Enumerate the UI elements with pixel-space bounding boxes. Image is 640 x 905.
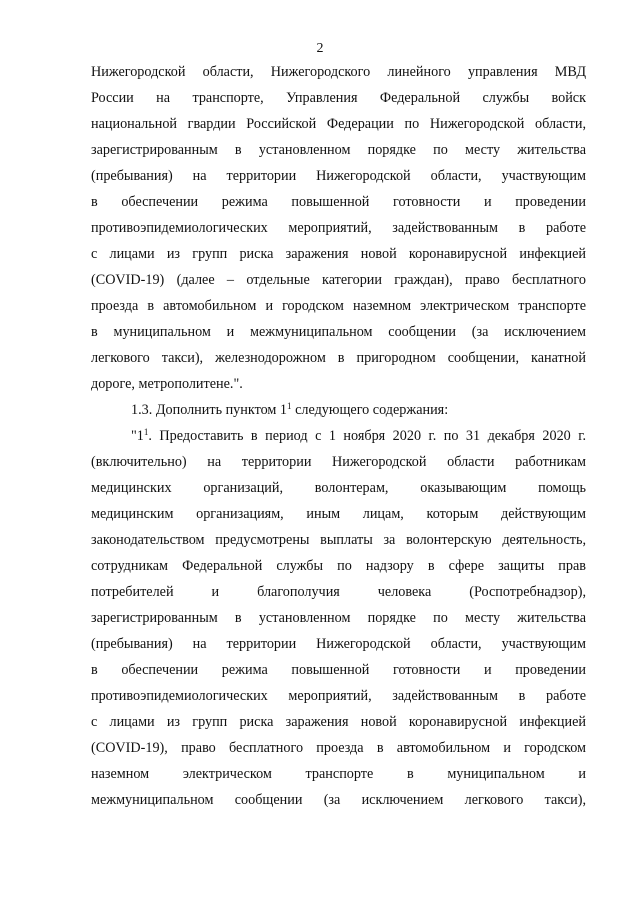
quote-superscript: 1 [143,427,149,437]
text-line: наземном электрическом транспорте в муниципальном и [91,766,586,782]
clause-text: 1.3. Дополнить пунктом 1 [131,402,288,418]
text-line: зарегистрированным в установленном порядке по месту жительства [91,610,586,626]
quote-text: . Предоставить в период с 1 ноября 2020 г. по 31 декабря 2020 г. [148,428,586,444]
clause-heading [131,401,586,419]
text-line: сотрудникам Федеральной службы по надзору в сфере защиты прав [91,558,586,574]
text-line: противоэпидемиологических мероприятий, задействованным в работе [91,688,586,704]
text-line: России на транспорте, Управления Федеральной службы войск [91,90,586,106]
text-line: дороге, метрополитене.". [91,376,243,392]
text-line: медицинских организаций, волонтерам, оказывающим помощь [91,480,586,496]
text-line: проезда в автомобильном и городском наземном электрическом транспорте [91,298,586,314]
text-line: зарегистрированным в установленном порядке по месту жительства [91,142,586,158]
text-line: в обеспечении режима повышенной готовности и проведении [91,662,586,678]
text-line: в обеспечении режима повышенной готовности и проведении [91,194,586,210]
text-line: медицинским организациям, иным лицам, которым действующим [91,506,586,522]
text-line: (пребывания) на территории Нижегородской области, участвующим [91,636,586,652]
text-line: легкового такси), железнодорожном в пригородном сообщении, канатной [91,350,586,366]
text-line: (COVID-19) (далее – отдельные категории граждан), право бесплатного [91,272,586,288]
text-line: (COVID-19), право бесплатного проезда в автомобильном и городском [91,740,586,756]
clause-text: следующего содержания: [291,402,449,418]
text-line: законодательством предусмотрены выплаты за волонтерскую деятельность, [91,532,586,548]
text-line: национальной гвардии Российской Федерации по Нижегородской области, [91,116,586,132]
page-number: 2 [316,41,324,56]
text-line: противоэпидемиологических мероприятий, задействованным в работе [91,220,586,236]
text-line: с лицами из групп риска заражения новой коронавирусной инфекцией [91,246,586,262]
quote-start-line [131,427,586,445]
text-line: потребителей и благополучия человека (Роспотребнадзор), [91,584,586,600]
text-line: с лицами из групп риска заражения новой коронавирусной инфекцией [91,714,586,730]
text-line: межмуниципальном сообщении (за исключением легкового такси), [91,792,586,808]
text-line: Нижегородской области, Нижегородского линейного управления МВД [91,64,586,80]
clause-superscript: 1 [287,401,292,411]
quote-text: "1 [131,428,144,444]
text-line: в муниципальном и межмуниципальном сообщении (за исключением [91,324,586,340]
text-line: (пребывания) на территории Нижегородской области, участвующим [91,168,586,184]
text-line: (включительно) на территории Нижегородской области работникам [91,454,586,470]
